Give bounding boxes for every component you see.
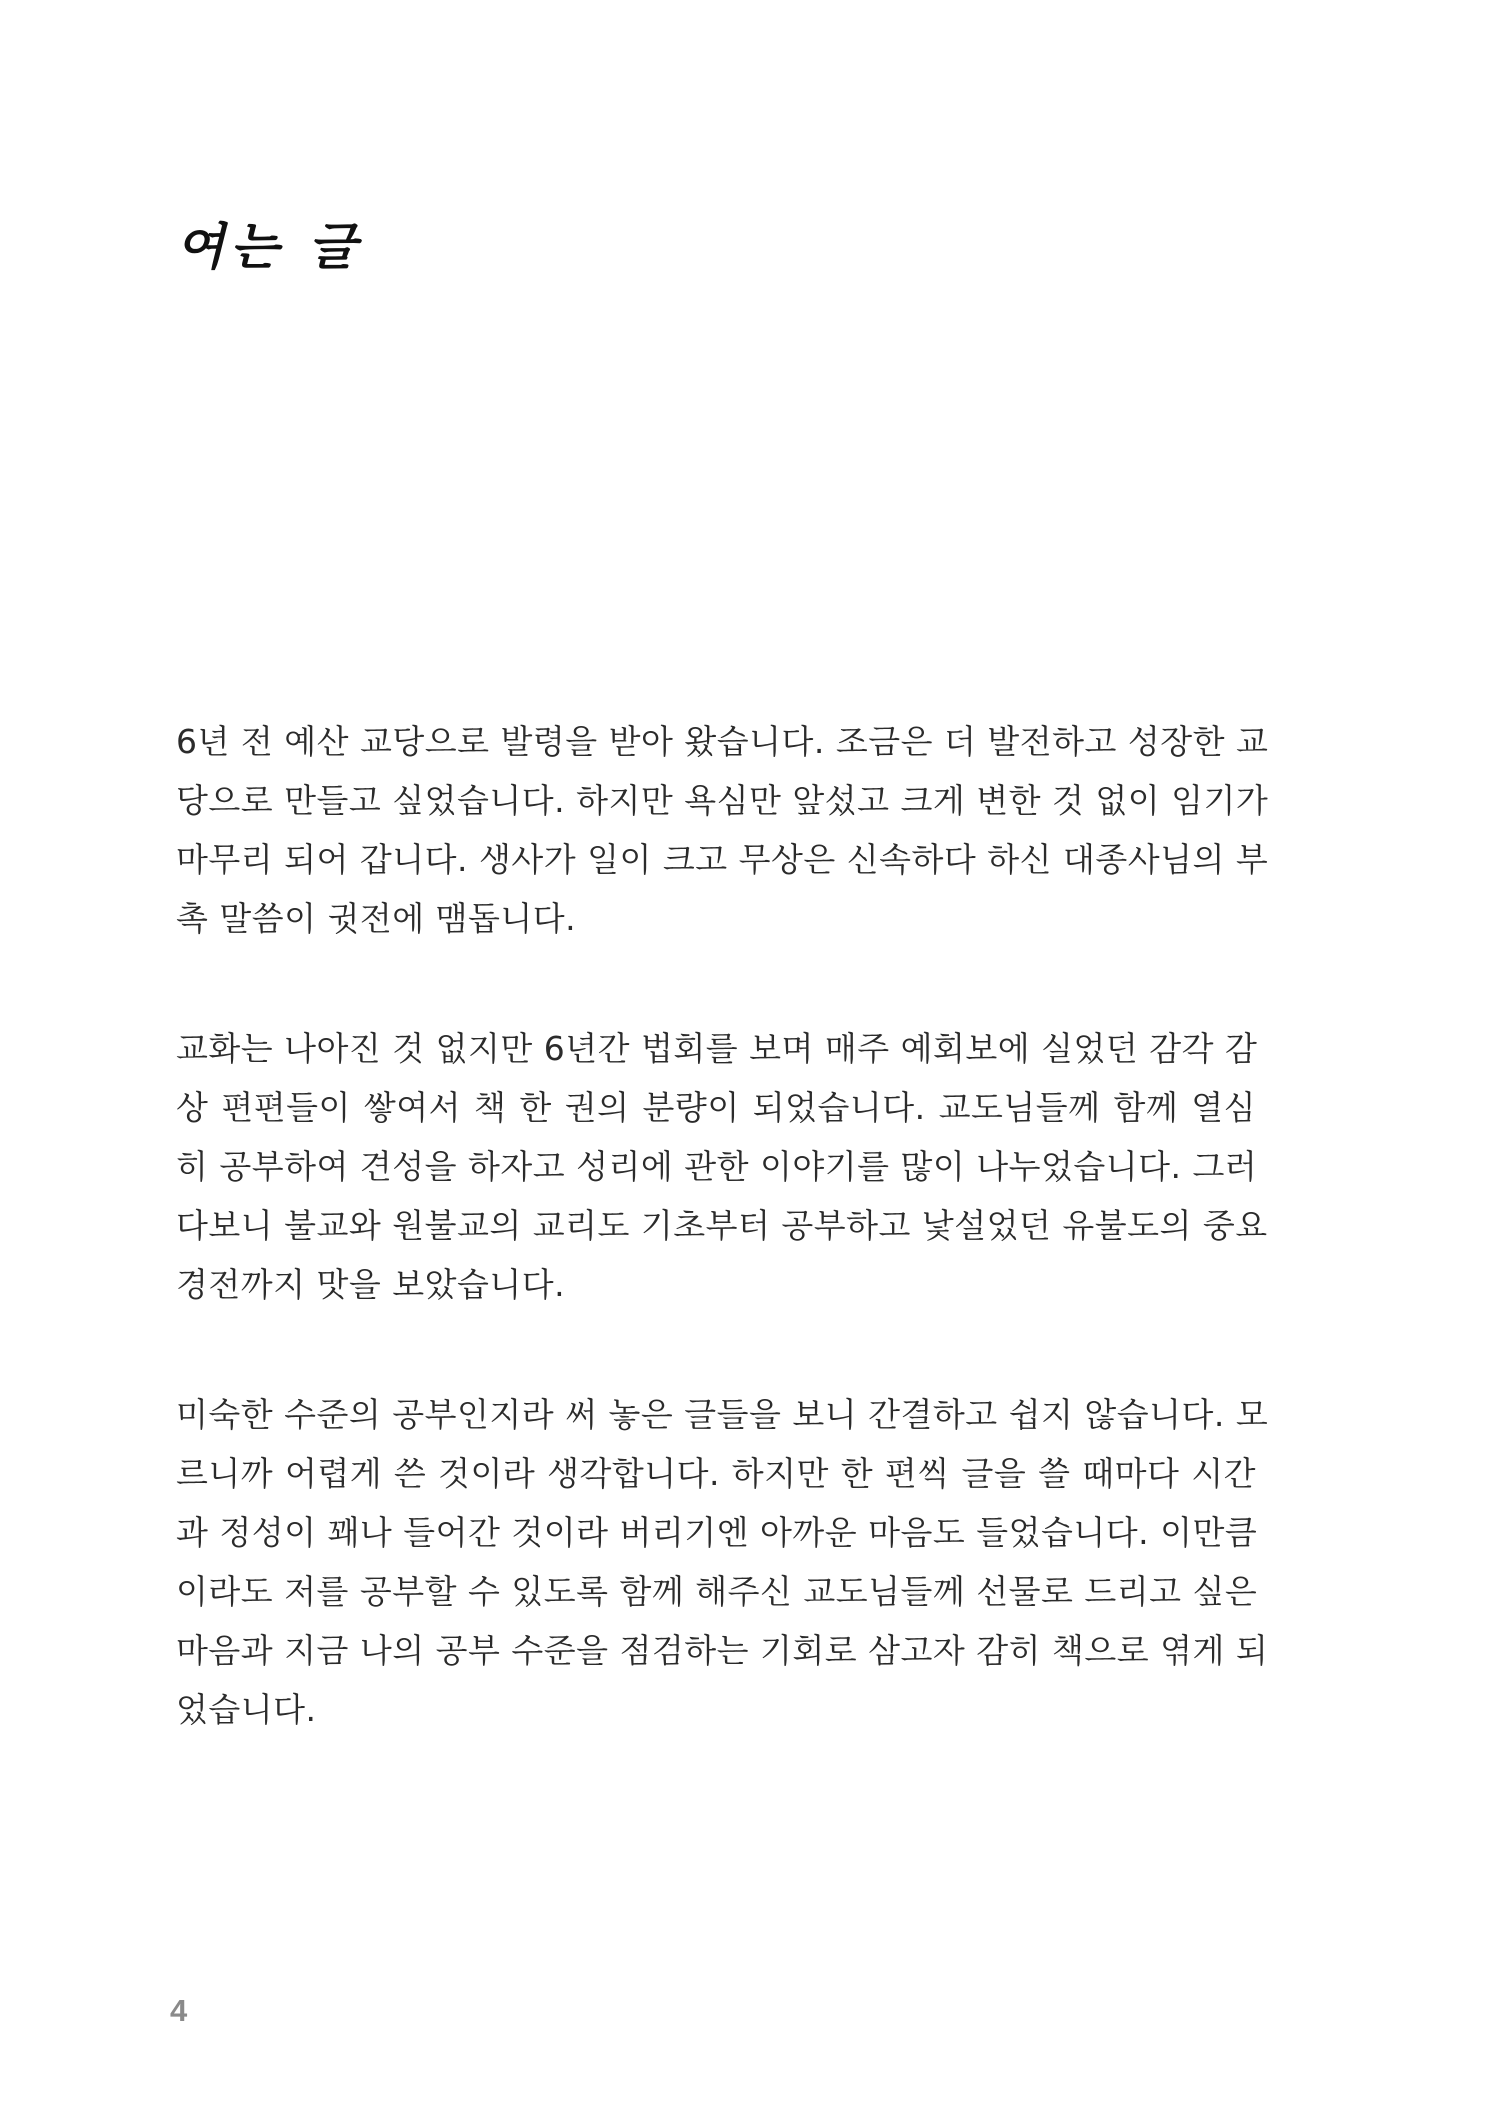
text-line: 촉 말씀이 귓전에 맴돕니다.	[176, 899, 577, 938]
text-line: 경전까지 맛을 보았습니다.	[176, 1265, 566, 1304]
paragraph	[176, 1019, 1268, 1314]
text-line: 당으로 만들고 싶었습니다. 하지만 욕심만 앞섰고 크게 변한 것 없이 임기가	[176, 781, 1269, 820]
text-line: 마무리 되어 갑니다. 생사가 일이 크고 무상은 신속하다 하신 대종사님의 부	[176, 840, 1269, 879]
body-text	[176, 712, 1269, 1810]
text-line: 과 정성이 꽤나 들어간 것이라 버리기엔 아까운 마음도 들었습니다. 이만큼	[176, 1513, 1258, 1552]
text-line: 이라도 저를 공부할 수 있도록 함께 해주신 교도님들께 선물로 드리고 싶은	[176, 1572, 1258, 1611]
chapter-title: 여는 글	[176, 217, 363, 276]
text-line: 었습니다.	[176, 1690, 317, 1729]
paragraph	[176, 1385, 1269, 1739]
text-line: 교화는 나아진 것 없지만 6년간 법회를 보며 매주 예회보에 실었던 감각 감	[176, 1029, 1258, 1068]
text-line: 마음과 지금 나의 공부 수준을 점검하는 기회로 삼고자 감히 책으로 엮게 되	[176, 1631, 1269, 1670]
text-line: 히 공부하여 견성을 하자고 성리에 관한 이야기를 많이 나누었습니다. 그러	[176, 1147, 1258, 1186]
paragraph	[176, 712, 1269, 948]
text-line: 6년 전 예산 교당으로 발령을 받아 왔습니다. 조금은 더 발전하고 성장한 교	[176, 722, 1269, 761]
text-line: 상 편편들이 쌓여서 책 한 권의 분량이 되었습니다. 교도님들께 함께 열심	[176, 1088, 1256, 1127]
page-number: 4	[170, 1993, 188, 2028]
text-line: 미숙한 수준의 공부인지라 써 놓은 글들을 보니 간결하고 쉽지 않습니다. 모	[176, 1395, 1269, 1434]
text-line: 르니까 어렵게 쓴 것이라 생각합니다. 하지만 한 편씩 글을 쓸 때마다 시간	[176, 1454, 1256, 1493]
text-line: 다보니 불교와 원불교의 교리도 기초부터 공부하고 낯설었던 유불도의 중요	[176, 1206, 1268, 1245]
